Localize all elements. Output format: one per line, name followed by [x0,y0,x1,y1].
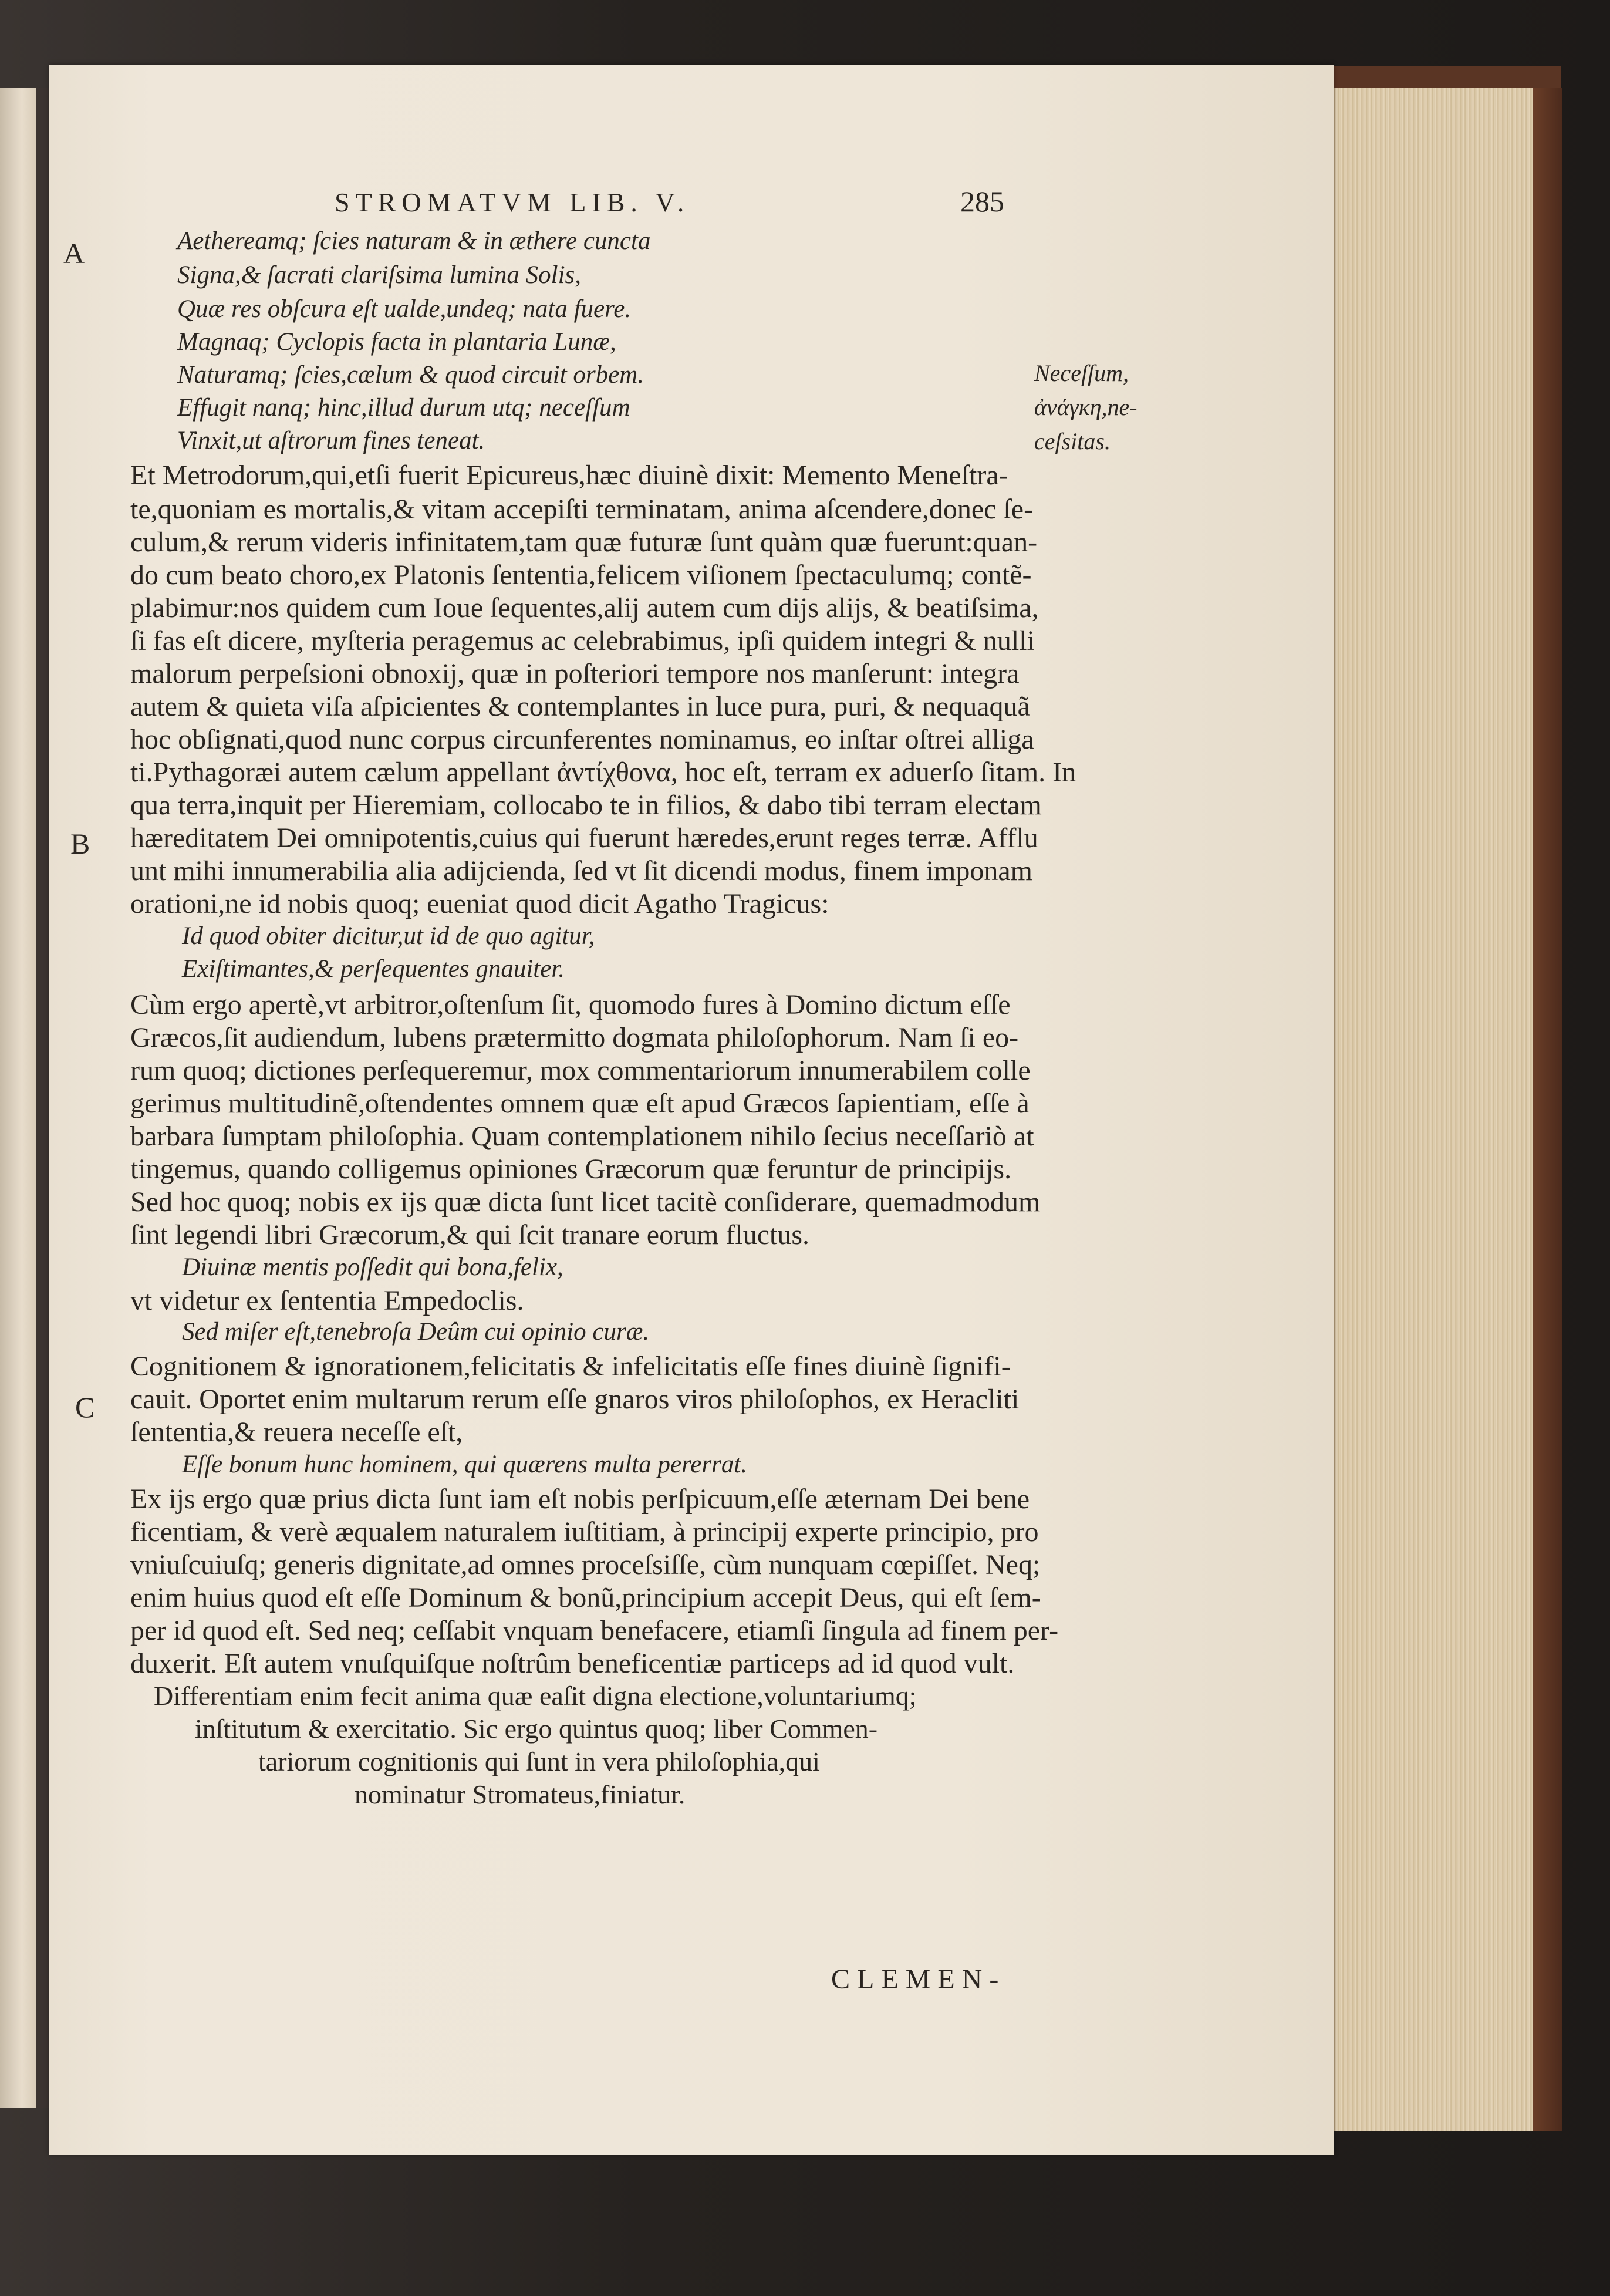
marginal-note-line: ceſsitas. [1034,428,1111,454]
text-line: culum,& rerum videris infinitatem,tam quæ futuræ ſunt quàm quæ fuerunt:quan- [130,527,1038,558]
verse-line: Id quod obiter dicitur,ut id de quo agitur, [182,922,595,950]
verse-line: Magnaq; Cyclopis facta in plantaria Lunæ, [177,328,616,356]
marginal-note-line: Neceſſum, [1034,360,1129,386]
text-line: te,quoniam es mortalis,& vitam accepiſti terminatam, anima aſcendere,donec ſe- [130,494,1034,525]
text-line: malorum perpeſsioni obnoxij, quæ in poſteriori tempore nos manſerunt: integra [130,658,1020,689]
text-line: rum quoq; dictiones perſequeremur, mox commentariorum innumerabilem colle [130,1055,1031,1086]
closing-line: tariorum cognitionis qui ſunt in vera philoſophia,qui [258,1747,820,1776]
text-line: duxerit. Eſt autem vnuſquiſque noſtrûm beneficentiæ particeps ad id quod vult. [130,1648,1015,1679]
verse-line: Vinxit,ut aſtrorum fines teneat. [177,427,485,454]
text-line: plabimur:nos quidem cum Ioue ſequentes,alij autem cum dijs alijs, & beatiſsima, [130,592,1039,623]
section-marker-a: A [63,237,85,269]
text-line: vniuſcuiuſq; generis dignitate,ad omnes proceſsiſſe, cùm nunquam cœpiſſet. Neq; [130,1549,1041,1580]
text-line: Ex ijs ergo quæ prius dicta ſunt iam eſt nobis perſpicuum,eſſe æternam Dei bene [130,1484,1030,1515]
text-line: Cognitionem & ignorationem,felicitatis & infelicitatis eſſe fines diuinè ſignifi- [130,1351,1011,1382]
text-line: ſententia,& reuera neceſſe eſt, [130,1417,463,1448]
text-line: ti.Pythagoræi autem cælum appellant ἀντίχθονα, hoc eſt, terram ex aduerſo ſitam. In [130,757,1076,788]
facing-page-edge [0,88,38,2108]
page-number: 285 [960,185,1004,218]
text-line: autem & quieta viſa aſpicientes & contemplantes in luce pura, puri, & nequaquã [130,691,1030,722]
marginal-note-line: ἀνάγκη,ne- [1034,394,1138,420]
verse-line: Signa,& ſacrati clariſsima lumina Solis, [177,261,582,289]
text-line: orationi,ne id nobis quoq; eueniat quod dicit Agatho Tragicus: [130,888,829,919]
closing-line: nominatur Stromateus,finiatur. [355,1779,686,1809]
page-edges [1334,88,1535,2131]
section-marker-c: C [75,1391,95,1424]
text-line: hoc obſignati,quod nunc corpus circunferentes nominamus, eo inſtar oſtrei alliga [130,724,1034,755]
running-title: STROMATVM LIB. V. [335,187,690,217]
text-line: ſint legendi libri Græcorum,& qui ſcit tranare eorum fluctus. [130,1219,810,1250]
verse-line: Quæ res obſcura eſt ualde,undeq; nata fuere. [177,295,632,323]
text-line: per id quod eſt. Sed neq; ceſſabit vnquam benefacere, etiamſi ſingula ad finem per- [130,1615,1059,1646]
catchword: CLEMEN- [831,1964,1006,1995]
text-line: ſi fas eſt dicere, myſteria peragemus ac celebrabimus, ipſi quidem integri & nulli [130,625,1035,656]
closing-line: Differentiam enim fecit anima quæ eaſit digna electione,voluntariumq; [154,1681,917,1711]
text-line: Et Metrodorum,qui,etſi fuerit Epicureus,hæc diuinè dixit: Memento Meneſtra- [130,460,1008,491]
text-line: tingemus, quando colligemus opiniones Græcorum quæ feruntur de principijs. [130,1154,1012,1185]
verse-line: Eſſe bonum hunc hominem, qui quærens multa pererrat. [182,1451,748,1478]
text-line: cauit. Oportet enim multarum rerum eſſe gnaros viros philoſophos, ex Heracliti [130,1384,1020,1415]
closing-line: inſtitutum & exercitatio. Sic ergo quintus quoq; liber Commen- [195,1714,878,1744]
book-cover-edge [1533,88,1562,2131]
text-line: do cum beato choro,ex Platonis ſententia,felicem viſionem ſpectaculumq; contẽ- [130,559,1032,591]
verse-line: Aethereamq; ſcies naturam & in æthere cuncta [177,227,651,255]
text-line: enim huius quod eſt eſſe Dominum & bonũ,principium accepit Deus, qui eſt ſem- [130,1582,1041,1613]
section-marker-b: B [70,827,90,860]
text-line: ficentiam, & verè æqualem naturalem iuſtitiam, à principij experte principio, pro [130,1516,1039,1547]
verse-line: Exiſtimantes,& perſequentes gnauiter. [182,955,565,983]
gutter [36,88,49,2108]
text-line: Græcos,ſit audiendum, lubens prætermitto dogmata philoſophorum. Nam ſi eo- [130,1022,1019,1053]
text-line: unt mihi innumerabilia alia adijcienda, ſed vt ſit dicendi modus, finem imponam [130,855,1032,886]
text-line: Sed hoc quoq; nobis ex ijs quæ dicta ſunt licet tacitè conſiderare, quemadmodum [130,1186,1041,1218]
text-line: barbara ſumptam philoſophia. Quam contemplationem nihilo ſecius neceſſariò at [130,1121,1034,1152]
verse-line: Naturamq; ſcies,cælum & quod circuit orbem. [177,361,644,389]
verse-line: Effugit nanq; hinc,illud durum utq; neceſſum [177,394,630,422]
verse-line: Diuinæ mentis poſſedit qui bona,felix, [182,1253,563,1281]
text-line: gerimus multitudinẽ,oſtendentes omnem quæ eſt apud Græcos ſapientiam, eſſe à [130,1088,1030,1119]
verse-line: Sed miſer eſt,tenebroſa Deûm cui opinio curæ. [182,1318,650,1346]
text-line: vt videtur ex ſententia Empedoclis. [130,1285,524,1316]
text-line: Cùm ergo apertè,vt arbitror,oſtenſum ſit, quomodo fures à Domino dictum eſſe [130,989,1011,1020]
text-line: hæreditatem Dei omnipotentis,cuius qui fuerunt hæredes,erunt reges terræ. Afflu [130,822,1038,854]
text-line: qua terra,inquit per Hieremiam, collocabo te in filios, & dabo tibi terram electam [130,790,1042,821]
